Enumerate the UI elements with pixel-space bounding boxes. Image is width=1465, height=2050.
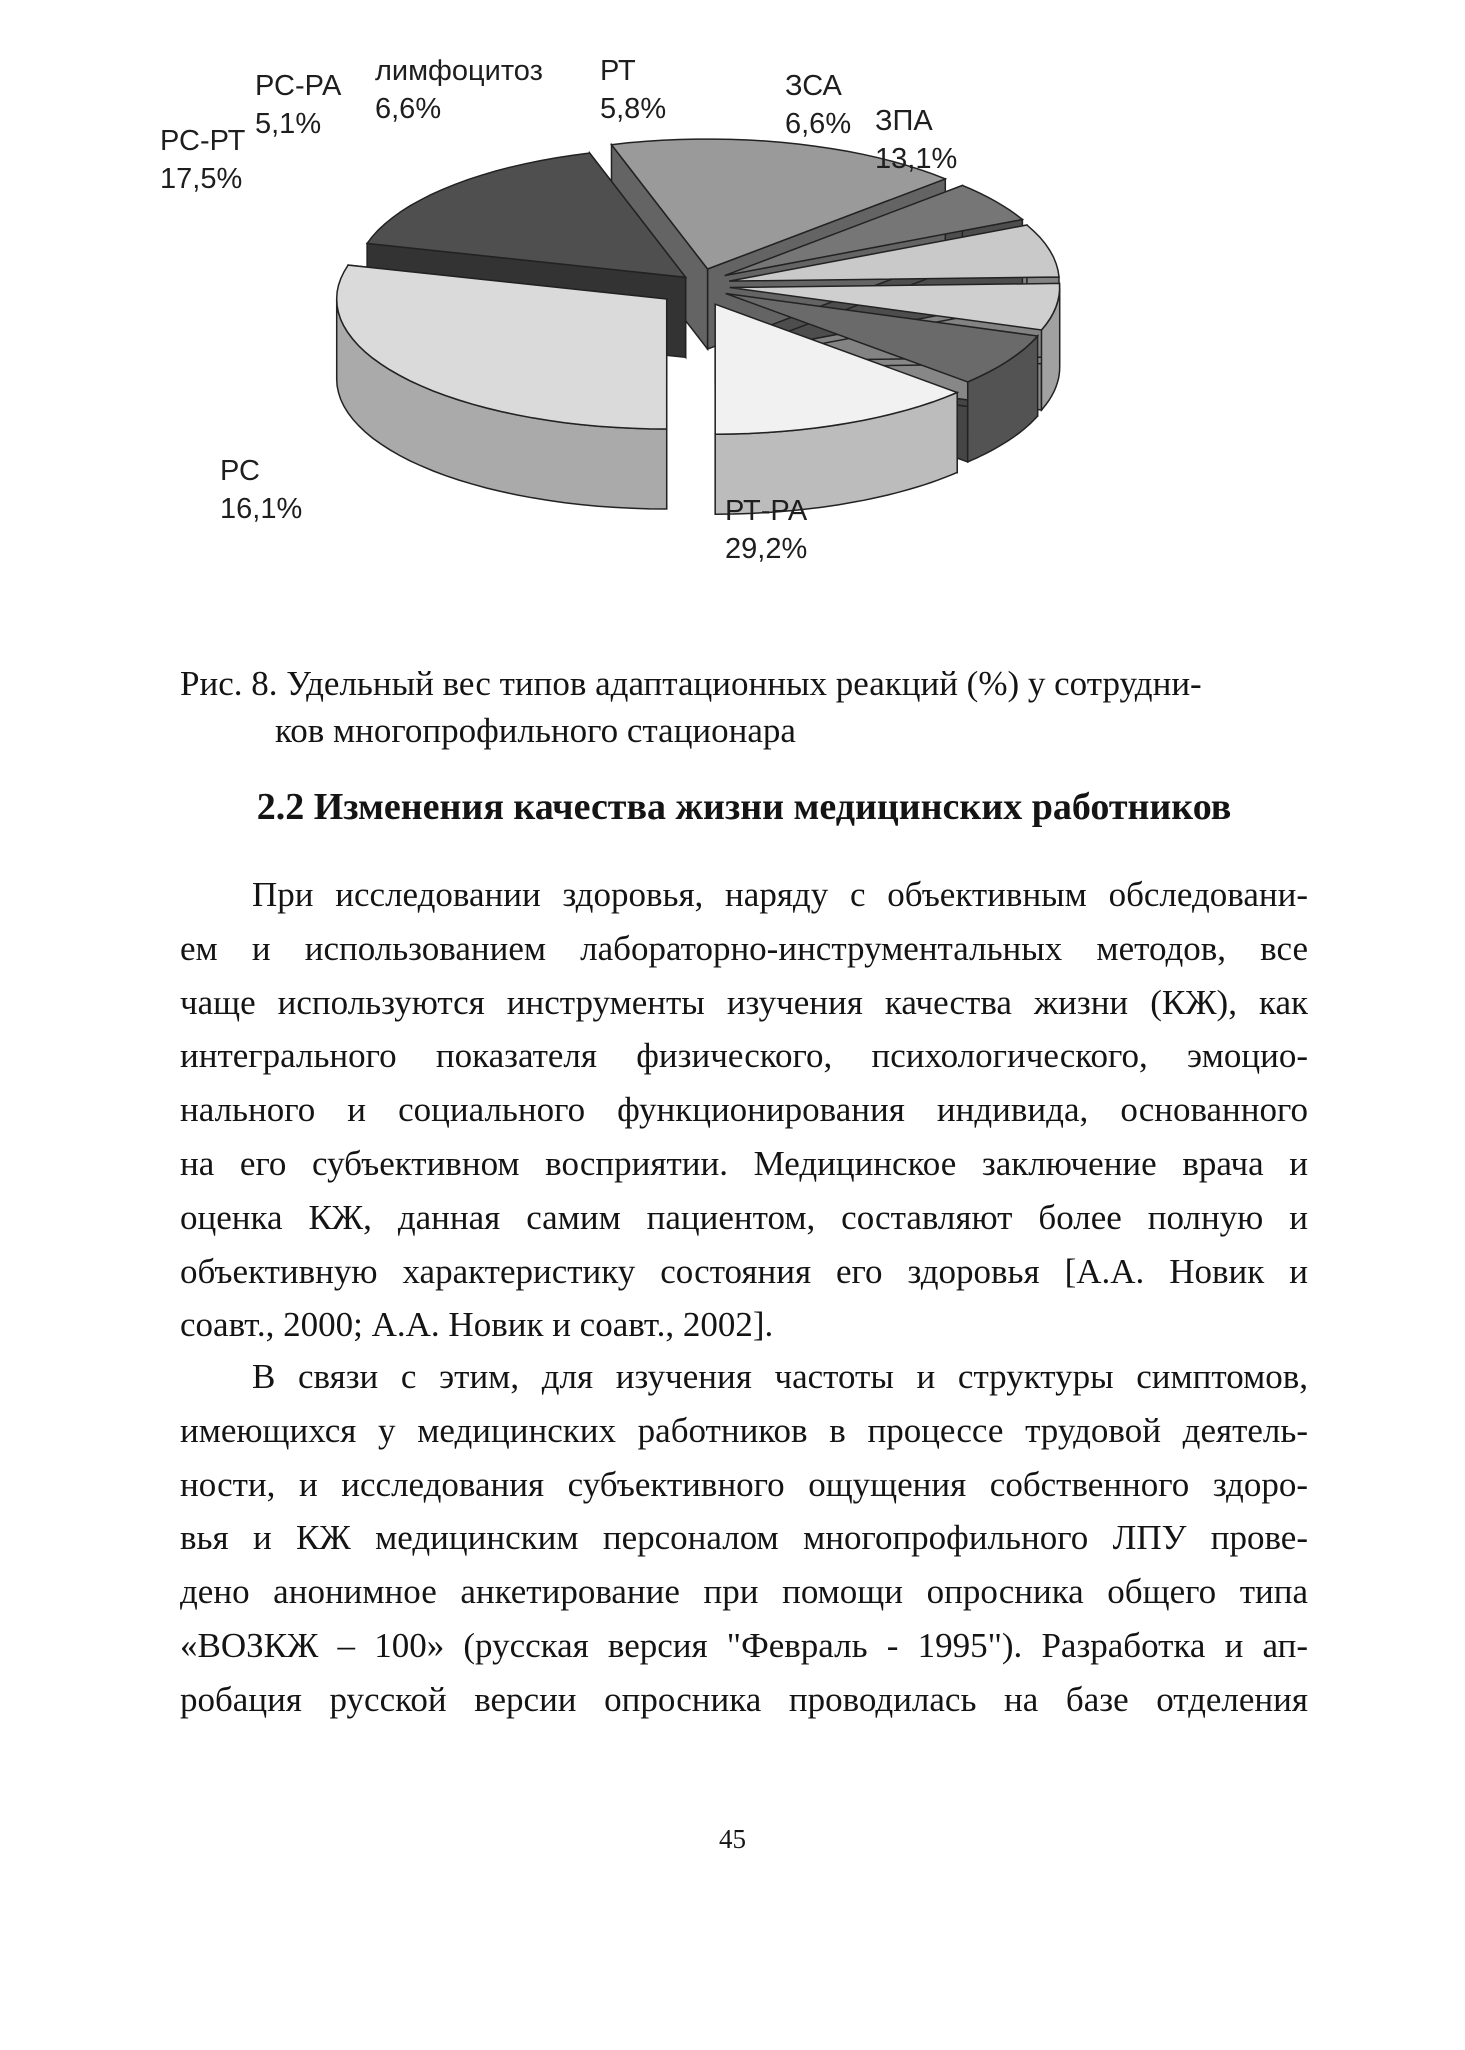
pie-label-value: 6,6% — [785, 108, 852, 140]
pie-label-value: 17,5% — [160, 163, 243, 195]
page-number: 45 — [719, 1824, 746, 1854]
pie-label-name: РТ-РА — [725, 495, 808, 527]
caption-line: ков многопрофильного стационара — [275, 711, 796, 750]
caption-line: Рис. 8. Удельный вес типов адаптационных реакций (%) у сотрудни- — [180, 664, 1202, 703]
paragraph-line: ем и использованием лабораторно-инструментальных методов, все — [180, 928, 1308, 968]
pie-label-4 — [375, 55, 543, 125]
pie-label-0 — [725, 495, 808, 565]
paragraph-line: нального и социального функционирования индивида, основанного — [180, 1090, 1308, 1130]
pie-label-value: 16,1% — [220, 493, 303, 525]
paragraph-line: интегрального показателя физического, психологического, эмоцио- — [180, 1036, 1308, 1076]
paragraph-line: на его субъективном восприятии. Медицинское заключение врача и — [180, 1143, 1308, 1183]
paragraph-line: оценка КЖ, данная самим пациентом, составляют более полную и — [180, 1197, 1308, 1237]
pie-label-7 — [875, 105, 957, 175]
pie-label-6 — [785, 70, 851, 140]
paragraph-line: робация русской версии опросника проводилась на базе отделения — [180, 1679, 1308, 1719]
paragraph — [180, 1350, 1308, 1727]
pie-label-name: ЗПА — [875, 105, 933, 137]
pie-label-name: РТ — [600, 55, 636, 87]
figure-caption — [180, 660, 1308, 754]
section-heading: 2.2 Изменения качества жизни медицинских работников — [256, 786, 1232, 828]
pie-label-name: ЗСА — [785, 70, 842, 102]
paragraph-line: имеющихся у медицинских работников в процессе трудовой деятель- — [180, 1410, 1308, 1450]
pie-label-name: лимфоцитоз — [375, 55, 543, 87]
pie-label-value: 5,1% — [255, 108, 322, 140]
pie-label-name: РС — [220, 455, 260, 487]
paragraph-line: В связи с этим, для изучения частоты и структуры симптомов, — [252, 1357, 1308, 1396]
paragraph-line: дено анонимное анкетирование при помощи опросника общего типа — [180, 1572, 1308, 1612]
pie-label-name: РС-РТ — [160, 125, 246, 157]
pie-label-1 — [220, 455, 302, 525]
paragraph — [180, 868, 1308, 1352]
pie-chart — [160, 30, 1290, 600]
paragraph-line: «ВОЗКЖ – 100» (русская версия "Февраль - 1995"). Разработка и ап- — [180, 1625, 1308, 1665]
pie-label-value: 29,2% — [725, 533, 808, 565]
pie-label-value: 5,8% — [600, 93, 667, 125]
pie-label-3 — [255, 70, 342, 140]
paragraph-line: соавт., 2000; А.А. Новик и соавт., 2002]. — [180, 1305, 774, 1345]
paragraph-line: чаще используются инструменты изучения качества жизни (КЖ), как — [180, 982, 1308, 1022]
pie-label-name: РС-РА — [255, 70, 342, 102]
paragraph-line: объективную характеристику состояния его здоровья [А.А. Новик и — [180, 1251, 1308, 1291]
paragraph-line: вья и КЖ медицинским персоналом многопрофильного ЛПУ прове- — [180, 1518, 1308, 1558]
pie-label-value: 13,1% — [875, 143, 958, 175]
paragraph-line: При исследовании здоровья, наряду с объективным обследовани- — [252, 875, 1308, 914]
pie-label-2 — [160, 125, 246, 195]
paragraph-line: ности, и исследования субъективного ощущения собственного здоро- — [180, 1464, 1308, 1504]
pie-label-5 — [600, 55, 666, 125]
pie-label-value: 6,6% — [375, 93, 442, 125]
